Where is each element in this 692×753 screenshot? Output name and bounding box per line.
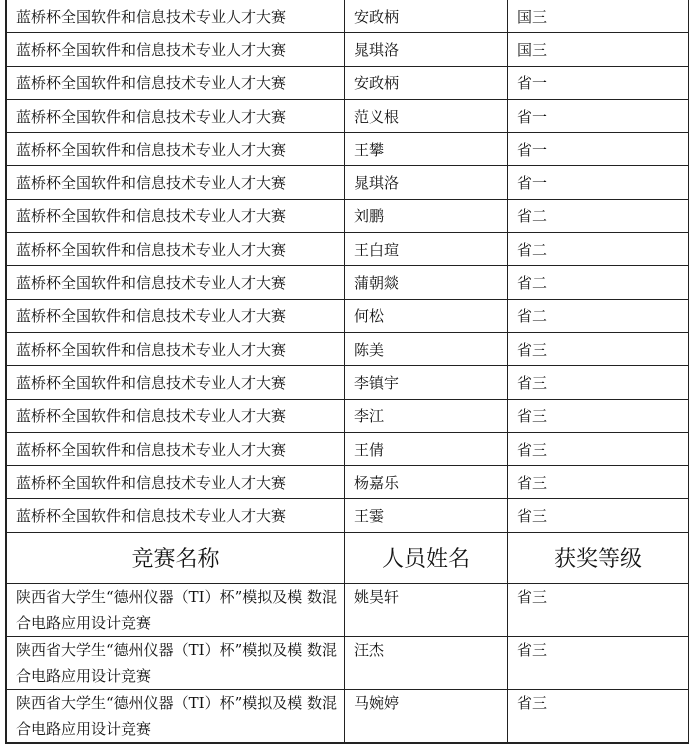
- cell-competition: 蓝桥杯全国软件和信息技术专业人才大赛: [7, 399, 345, 432]
- cell-name: 刘鹏: [345, 199, 508, 232]
- table-row: [7, 499, 689, 532]
- header-name: 人员姓名: [345, 532, 508, 583]
- table-row: [7, 332, 689, 365]
- table-row: [7, 199, 689, 232]
- cell-competition: 陕西省大学生“德州仪器（TI）杯”模拟及模 数混合电路应用设计竞赛: [7, 583, 345, 636]
- table-row: [7, 689, 689, 742]
- cell-award: 省三: [508, 332, 689, 365]
- cell-award: 省三: [508, 583, 689, 636]
- cell-award: 省三: [508, 399, 689, 432]
- cell-name: 安政柄: [345, 66, 508, 99]
- cell-competition: 蓝桥杯全国软件和信息技术专业人才大赛: [7, 366, 345, 399]
- cell-competition: 蓝桥杯全国软件和信息技术专业人才大赛: [7, 99, 345, 132]
- cell-competition: 蓝桥杯全国软件和信息技术专业人才大赛: [7, 432, 345, 465]
- cell-name: 晁琪洛: [345, 166, 508, 199]
- cell-award: 国三: [508, 0, 689, 33]
- table-row: [7, 636, 689, 689]
- table-row: [7, 583, 689, 636]
- cell-award: 省二: [508, 233, 689, 266]
- cell-competition: 蓝桥杯全国软件和信息技术专业人才大赛: [7, 133, 345, 166]
- cell-award: 省三: [508, 499, 689, 532]
- table-row: [7, 266, 689, 299]
- cell-name: 范义根: [345, 99, 508, 132]
- cell-award: 省三: [508, 432, 689, 465]
- award-table-container: [5, 0, 689, 744]
- table-row: [7, 432, 689, 465]
- header-competition: 竞赛名称: [7, 532, 345, 583]
- cell-name: 王倩: [345, 432, 508, 465]
- table-row: [7, 33, 689, 66]
- table-row: [7, 466, 689, 499]
- award-table-body-top: [7, 0, 689, 532]
- cell-competition: 蓝桥杯全国软件和信息技术专业人才大赛: [7, 66, 345, 99]
- award-table-header-section: [7, 532, 689, 583]
- cell-award: 省三: [508, 689, 689, 742]
- table-row: [7, 299, 689, 332]
- table-row: [7, 133, 689, 166]
- cell-award: 省一: [508, 99, 689, 132]
- cell-competition: 蓝桥杯全国软件和信息技术专业人才大赛: [7, 166, 345, 199]
- cell-award: 省三: [508, 466, 689, 499]
- cell-name: 晁琪洛: [345, 33, 508, 66]
- cell-name: 姚昊轩: [345, 583, 508, 636]
- cell-competition: 蓝桥杯全国软件和信息技术专业人才大赛: [7, 499, 345, 532]
- cell-name: 王白瑄: [345, 233, 508, 266]
- cell-award: 省一: [508, 166, 689, 199]
- cell-competition: 蓝桥杯全国软件和信息技术专业人才大赛: [7, 266, 345, 299]
- table-row: [7, 99, 689, 132]
- table-row: [7, 166, 689, 199]
- cell-award: 省三: [508, 636, 689, 689]
- cell-award: 省三: [508, 366, 689, 399]
- cell-competition: 蓝桥杯全国软件和信息技术专业人才大赛: [7, 299, 345, 332]
- cell-name: 王霎: [345, 499, 508, 532]
- cell-competition: 陕西省大学生“德州仪器（TI）杯”模拟及模 数混合电路应用设计竞赛: [7, 636, 345, 689]
- table-row: [7, 66, 689, 99]
- cell-name: 李江: [345, 399, 508, 432]
- cell-competition: 蓝桥杯全国软件和信息技术专业人才大赛: [7, 199, 345, 232]
- cell-award: 省二: [508, 299, 689, 332]
- table-row: [7, 399, 689, 432]
- table-row: [7, 0, 689, 33]
- cell-name: 李镇宇: [345, 366, 508, 399]
- table-header-row: [7, 532, 689, 583]
- cell-competition: 蓝桥杯全国软件和信息技术专业人才大赛: [7, 332, 345, 365]
- cell-competition: 蓝桥杯全国软件和信息技术专业人才大赛: [7, 0, 345, 33]
- award-table: [6, 0, 689, 743]
- cell-name: 何松: [345, 299, 508, 332]
- cell-award: 省二: [508, 199, 689, 232]
- table-row: [7, 233, 689, 266]
- cell-name: 王攀: [345, 133, 508, 166]
- award-table-body-bottom: [7, 583, 689, 742]
- cell-name: 马婉婷: [345, 689, 508, 742]
- cell-name: 安政柄: [345, 0, 508, 33]
- cell-name: 汪杰: [345, 636, 508, 689]
- cell-competition: 陕西省大学生“德州仪器（TI）杯”模拟及模 数混合电路应用设计竞赛: [7, 689, 345, 742]
- cell-award: 省二: [508, 266, 689, 299]
- cell-award: 省一: [508, 133, 689, 166]
- cell-competition: 蓝桥杯全国软件和信息技术专业人才大赛: [7, 233, 345, 266]
- cell-award: 省一: [508, 66, 689, 99]
- cell-award: 国三: [508, 33, 689, 66]
- header-award: 获奖等级: [508, 532, 689, 583]
- cell-name: 蒲朝燚: [345, 266, 508, 299]
- cell-name: 陈美: [345, 332, 508, 365]
- cell-competition: 蓝桥杯全国软件和信息技术专业人才大赛: [7, 33, 345, 66]
- cell-name: 杨嘉乐: [345, 466, 508, 499]
- cell-competition: 蓝桥杯全国软件和信息技术专业人才大赛: [7, 466, 345, 499]
- table-row: [7, 366, 689, 399]
